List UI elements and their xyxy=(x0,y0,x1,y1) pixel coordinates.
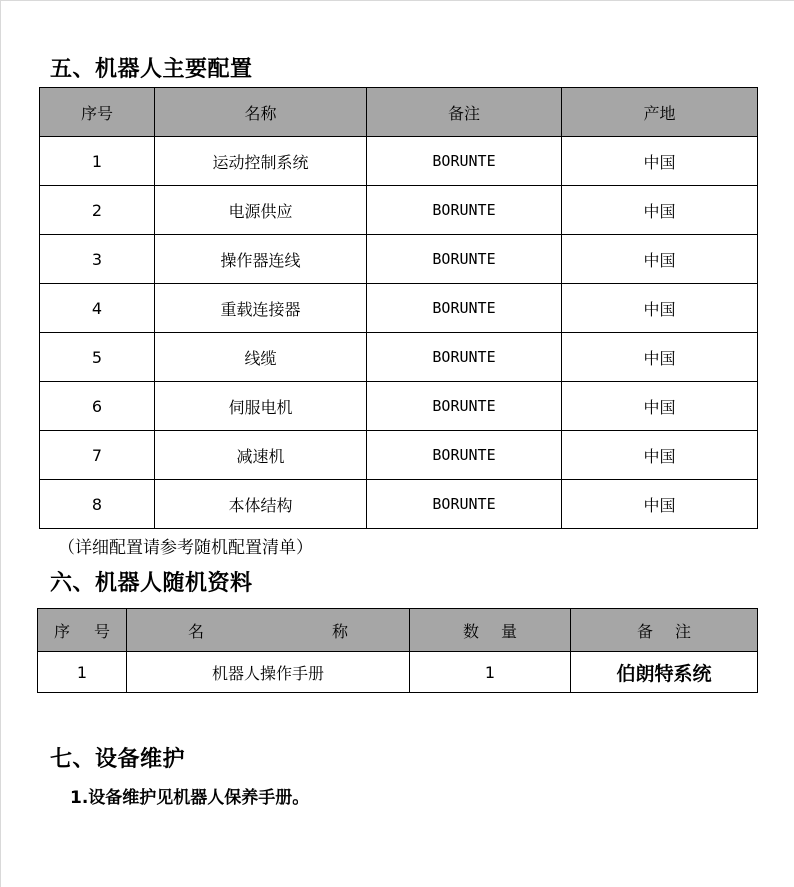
table-row xyxy=(40,284,758,333)
header-qty xyxy=(410,609,571,652)
row-seq: 7 xyxy=(40,431,155,480)
header-remark: 备注 xyxy=(367,88,562,137)
page-edge-top xyxy=(0,0,794,1)
maintenance-item: 1.设备维护见机器人保养手册。 xyxy=(70,788,310,808)
row-remark: BORUNTE xyxy=(367,284,562,333)
row-origin: 中国 xyxy=(562,284,758,333)
table-row xyxy=(40,137,758,186)
header-origin: 产地 xyxy=(562,88,758,137)
section6-title: 六、机器人随机资料 xyxy=(50,571,253,596)
header-name-char-2: 称 xyxy=(332,621,349,641)
row-qty: 1 xyxy=(410,652,571,693)
row-seq: 6 xyxy=(40,382,155,431)
config-table xyxy=(39,87,758,529)
page-edge-left xyxy=(0,0,1,887)
config-note: （详细配置请参考随机配置清单） xyxy=(58,538,313,558)
row-origin: 中国 xyxy=(562,480,758,529)
row-seq: 1 xyxy=(40,137,155,186)
header-qty-char-2: 量 xyxy=(501,621,518,641)
row-seq: 4 xyxy=(40,284,155,333)
row-name: 运动控制系统 xyxy=(155,137,367,186)
header-qty-char-1: 数 xyxy=(462,621,479,641)
row-name: 线缆 xyxy=(155,333,367,382)
row-origin: 中国 xyxy=(562,186,758,235)
row-seq: 8 xyxy=(40,480,155,529)
row-name: 机器人操作手册 xyxy=(127,652,410,693)
row-name: 电源供应 xyxy=(155,186,367,235)
header-name: 名称 xyxy=(155,88,367,137)
row-name: 本体结构 xyxy=(155,480,367,529)
table-row xyxy=(40,186,758,235)
row-remark: BORUNTE xyxy=(367,186,562,235)
row-name: 伺服电机 xyxy=(155,382,367,431)
row-name: 重载连接器 xyxy=(155,284,367,333)
row-origin: 中国 xyxy=(562,235,758,284)
header-remark-char-1: 备 xyxy=(636,621,653,641)
row-origin: 中国 xyxy=(562,333,758,382)
row-name: 操作器连线 xyxy=(155,235,367,284)
table-row xyxy=(40,431,758,480)
header-seq-char-1: 序 xyxy=(53,621,70,641)
table-row xyxy=(40,333,758,382)
table-row xyxy=(40,382,758,431)
header-name-char-1: 名 xyxy=(187,621,204,641)
header-name xyxy=(127,609,410,652)
table-row xyxy=(40,480,758,529)
row-remark: BORUNTE xyxy=(367,333,562,382)
row-origin: 中国 xyxy=(562,382,758,431)
row-origin: 中国 xyxy=(562,431,758,480)
row-seq: 2 xyxy=(40,186,155,235)
header-seq: 序号 xyxy=(40,88,155,137)
section5-title: 五、机器人主要配置 xyxy=(50,57,253,82)
header-seq-char-2: 号 xyxy=(94,621,111,641)
row-remark: BORUNTE xyxy=(367,431,562,480)
config-table-header xyxy=(40,88,758,137)
row-seq: 5 xyxy=(40,333,155,382)
row-seq: 3 xyxy=(40,235,155,284)
documents-table-header xyxy=(38,609,758,652)
row-remark: 伯朗特系统 xyxy=(571,652,758,693)
section7-title: 七、设备维护 xyxy=(50,747,186,772)
table-row xyxy=(40,235,758,284)
header-remark xyxy=(571,609,758,652)
row-name: 减速机 xyxy=(155,431,367,480)
row-origin: 中国 xyxy=(562,137,758,186)
table-row xyxy=(38,652,758,693)
documents-table xyxy=(37,608,758,693)
header-seq xyxy=(38,609,127,652)
row-remark: BORUNTE xyxy=(367,235,562,284)
row-seq: 1 xyxy=(38,652,127,693)
row-remark: BORUNTE xyxy=(367,137,562,186)
header-remark-char-2: 注 xyxy=(675,621,692,641)
row-remark: BORUNTE xyxy=(367,480,562,529)
row-remark: BORUNTE xyxy=(367,382,562,431)
